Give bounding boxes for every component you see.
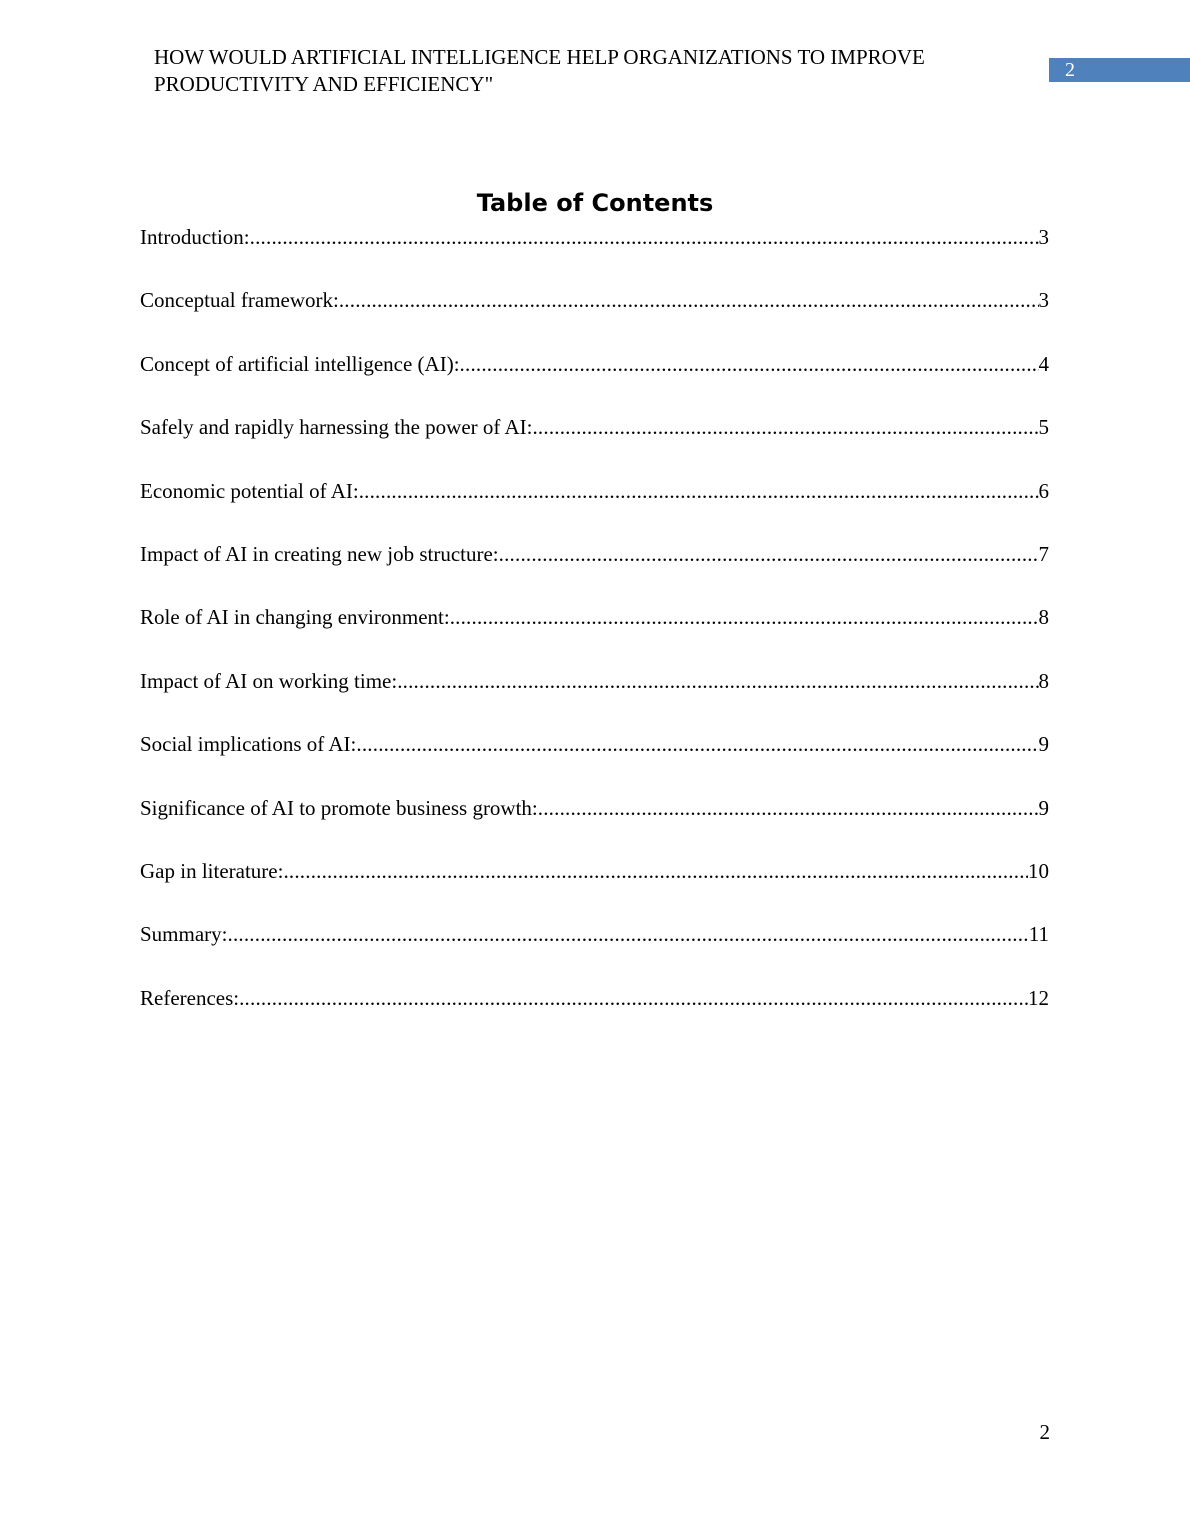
- toc-dot-leader: [359, 476, 1039, 506]
- toc-dot-leader: [228, 919, 1029, 949]
- header-page-number-badge: 2: [1049, 58, 1190, 82]
- toc-dot-leader: [356, 729, 1038, 759]
- toc-entry-label: Summary:: [140, 922, 228, 947]
- toc-entry-label: Role of AI in changing environment:: [140, 605, 450, 630]
- toc-entry-harnessing-ai[interactable]: [140, 412, 1049, 475]
- toc-dot-leader: [239, 983, 1028, 1013]
- toc-entry-label: References:: [140, 985, 240, 1010]
- toc-entry-business-growth[interactable]: [140, 793, 1049, 856]
- toc-dot-leader: [538, 793, 1039, 823]
- toc-entry-page: 7: [1038, 541, 1049, 566]
- toc-entry-page: 10: [1028, 858, 1049, 883]
- toc-entry-label: Impact of AI in creating new job structure:: [140, 541, 499, 566]
- toc-entry-page: 9: [1038, 795, 1049, 820]
- toc-entry-page: 9: [1038, 732, 1049, 757]
- toc-entry-label: Conceptual framework:: [140, 288, 339, 313]
- toc-list: [140, 222, 1049, 1046]
- toc-heading: Table of Contents: [476, 189, 714, 217]
- toc-entry-page: 6: [1038, 478, 1049, 503]
- toc-entry-page: 8: [1038, 668, 1049, 693]
- toc-dot-leader: [283, 856, 1028, 886]
- toc-entry-label: Introduction:: [140, 225, 250, 249]
- toc-entry-page: 5: [1038, 415, 1049, 440]
- toc-entry-label: Concept of artificial intelligence (AI):: [140, 351, 460, 376]
- toc-dot-leader: [339, 285, 1039, 315]
- toc-entry-references[interactable]: [140, 983, 1049, 1046]
- toc-dot-leader: [397, 666, 1038, 696]
- toc-entry-conceptual-framework[interactable]: [140, 285, 1049, 348]
- toc-entry-summary[interactable]: [140, 919, 1049, 982]
- running-header-title: HOW WOULD ARTIFICIAL INTELLIGENCE HELP ORGANIZATIONS TO IMPROVE PRODUCTIVITY AND EFFICIENCY": [154, 45, 925, 96]
- toc-dot-leader: [532, 412, 1038, 442]
- toc-entry-page: 3: [1038, 225, 1049, 249]
- toc-entry-label: Gap in literature:: [140, 858, 284, 883]
- toc-entry-page: 4: [1038, 351, 1049, 376]
- toc-entry-concept-of-ai[interactable]: [140, 349, 1049, 412]
- toc-dot-leader: [460, 349, 1039, 379]
- toc-entry-label: Impact of AI on working time:: [140, 668, 398, 693]
- footer-page-number: 2: [1039, 1420, 1050, 1444]
- toc-entry-page: 3: [1038, 288, 1049, 313]
- toc-entry-gap-in-literature[interactable]: [140, 856, 1049, 919]
- toc-dot-leader: [499, 539, 1039, 569]
- toc-entry-page: 11: [1028, 922, 1049, 947]
- toc-dot-leader: [250, 222, 1039, 252]
- toc-entry-label: Social implications of AI:: [140, 732, 357, 757]
- toc-entry-social-implications[interactable]: [140, 729, 1049, 792]
- toc-entry-economic-potential[interactable]: [140, 476, 1049, 539]
- toc-entry-page: 8: [1038, 605, 1049, 630]
- toc-entry-label: Significance of AI to promote business growth:: [140, 795, 538, 820]
- toc-entry-label: Economic potential of AI:: [140, 478, 359, 503]
- toc-entry-introduction[interactable]: [140, 222, 1049, 285]
- toc-entry-page: 12: [1028, 985, 1049, 1010]
- toc-entry-working-time[interactable]: [140, 666, 1049, 729]
- toc-entry-changing-environment[interactable]: [140, 602, 1049, 665]
- toc-entry-new-job-structure[interactable]: [140, 539, 1049, 602]
- toc-dot-leader: [450, 602, 1039, 632]
- toc-entry-label: Safely and rapidly harnessing the power of AI:: [140, 415, 533, 440]
